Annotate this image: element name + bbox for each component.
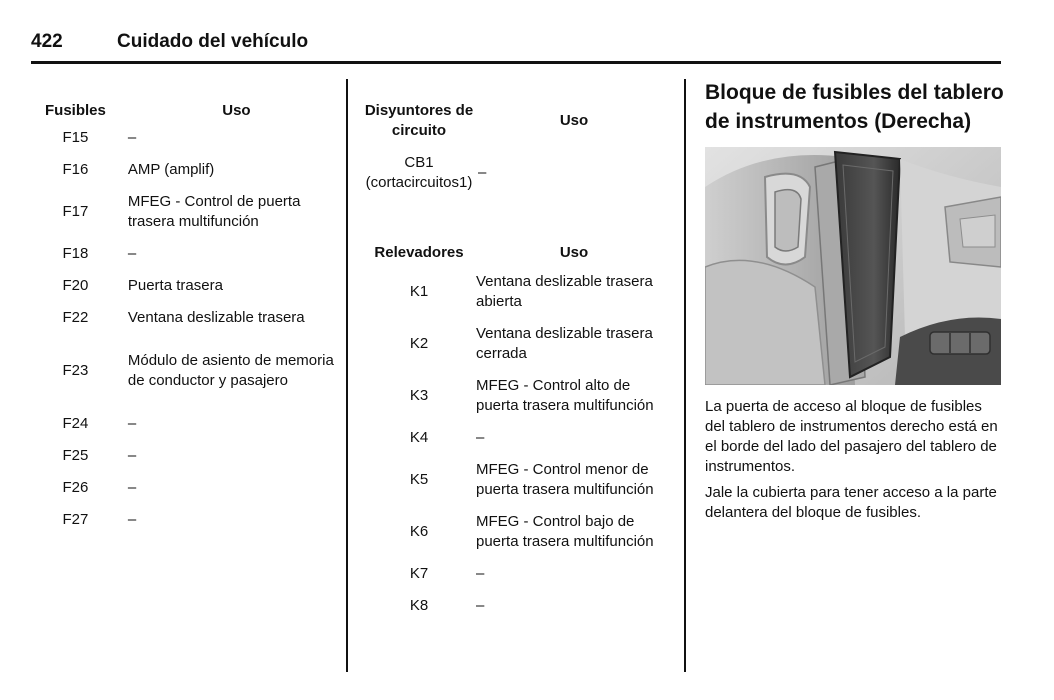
relay-row bbox=[362, 506, 672, 558]
fuse-table bbox=[45, 100, 345, 536]
page-number: 422 bbox=[31, 31, 63, 52]
fuse-code: F24 bbox=[62, 415, 89, 432]
description-paragraph: La puerta de acceso al bloque de fusibles del tablero de instrumentos derecho está en el borde del lado del pasajero del tablero de instrumentos. bbox=[705, 398, 998, 475]
relay-row bbox=[362, 558, 672, 590]
fuse-code: F26 bbox=[62, 479, 89, 496]
fuse-table-header bbox=[45, 100, 345, 122]
fuse-row bbox=[45, 440, 345, 472]
breaker-code: CB1 (cortacircuitos1) bbox=[365, 154, 473, 191]
relay-code: K7 bbox=[409, 565, 429, 582]
fuse-row bbox=[45, 472, 345, 504]
fuse-row bbox=[45, 238, 345, 270]
breaker-col-use-header: Uso bbox=[559, 112, 589, 129]
page-header bbox=[31, 28, 1001, 64]
relay-use: MFEG - Control alto de puerta trasera multifunción bbox=[476, 377, 654, 414]
relay-code: K4 bbox=[409, 429, 429, 446]
fuse-code: F25 bbox=[62, 447, 89, 464]
relay-code: K8 bbox=[409, 597, 429, 614]
fuse-use: Módulo de asiento de memoria de conductor y pasajero bbox=[127, 352, 334, 389]
fuse-block-illustration bbox=[705, 147, 1001, 385]
breaker-table-header bbox=[362, 100, 672, 142]
fuse-code: F22 bbox=[62, 309, 89, 326]
relay-code: K5 bbox=[409, 471, 429, 488]
relay-row bbox=[362, 422, 672, 454]
section-title: Bloque de fusibles del tablero de instrumentos (Derecha) bbox=[705, 81, 1004, 133]
fuse-use: – bbox=[127, 479, 137, 496]
fuse-row bbox=[45, 504, 345, 536]
description-paragraph: Jale la cubierta para tener acceso a la parte delantera del bloque de fusibles. bbox=[705, 484, 997, 521]
fuse-row bbox=[45, 302, 345, 334]
chapter-title: Cuidado del vehículo bbox=[117, 31, 309, 52]
fuse-row bbox=[45, 186, 345, 238]
relay-row bbox=[362, 454, 672, 506]
fuse-code: F17 bbox=[62, 203, 89, 220]
relay-use: Ventana deslizable trasera abierta bbox=[476, 273, 653, 310]
fuse-row bbox=[45, 154, 345, 186]
fuse-use: – bbox=[127, 511, 137, 528]
fuse-row bbox=[45, 334, 345, 408]
column-divider-left bbox=[346, 79, 348, 672]
fuse-use: MFEG - Control de puerta trasera multifunción bbox=[127, 193, 301, 230]
fuse-block-photo bbox=[705, 147, 1001, 385]
breaker-row bbox=[362, 142, 672, 204]
fuse-code: F20 bbox=[62, 277, 89, 294]
relay-use: – bbox=[476, 429, 485, 446]
fuse-use: Puerta trasera bbox=[127, 277, 223, 294]
relay-code: K1 bbox=[409, 283, 429, 300]
relay-code: K2 bbox=[409, 335, 429, 352]
relay-col-code-header: Relevadores bbox=[374, 244, 464, 261]
fuse-use: Ventana deslizable trasera bbox=[127, 309, 305, 326]
fuse-use: – bbox=[127, 447, 137, 464]
relay-table-header bbox=[362, 240, 672, 266]
relay-row bbox=[362, 266, 672, 318]
fuse-row bbox=[45, 122, 345, 154]
relay-code: K6 bbox=[409, 523, 429, 540]
fuse-use: AMP (amplif) bbox=[127, 161, 215, 178]
breaker-use: – bbox=[478, 164, 487, 181]
section-description bbox=[705, 397, 1001, 529]
breaker-table bbox=[362, 100, 672, 204]
fuse-row bbox=[45, 270, 345, 302]
relay-row bbox=[362, 318, 672, 370]
relay-row bbox=[362, 370, 672, 422]
fuse-col-use-header: Uso bbox=[222, 102, 251, 119]
fuse-code: F16 bbox=[62, 161, 89, 178]
relay-row bbox=[362, 590, 672, 622]
column-divider-right bbox=[684, 79, 686, 672]
relay-use: Ventana deslizable trasera cerrada bbox=[476, 325, 653, 362]
fuse-use: – bbox=[127, 129, 137, 146]
relay-use: – bbox=[476, 565, 485, 582]
relay-use: – bbox=[476, 597, 485, 614]
breaker-col-code-header: Disyuntores de circuito bbox=[364, 102, 474, 139]
relay-col-use-header: Uso bbox=[559, 244, 589, 261]
fuse-use: – bbox=[127, 415, 137, 432]
header-rule bbox=[31, 61, 1001, 64]
fuse-use: – bbox=[127, 245, 137, 262]
fuse-code: F27 bbox=[62, 511, 89, 528]
fuse-code: F15 bbox=[62, 129, 89, 146]
fuse-code: F23 bbox=[62, 362, 89, 379]
relay-use: MFEG - Control bajo de puerta trasera multifunción bbox=[476, 513, 654, 550]
relay-code: K3 bbox=[409, 387, 429, 404]
relay-table bbox=[362, 240, 672, 622]
fuse-row bbox=[45, 408, 345, 440]
relay-use: MFEG - Control menor de puerta trasera multifunción bbox=[476, 461, 654, 498]
fuse-code: F18 bbox=[62, 245, 89, 262]
fuse-col-code-header: Fusibles bbox=[45, 102, 106, 119]
